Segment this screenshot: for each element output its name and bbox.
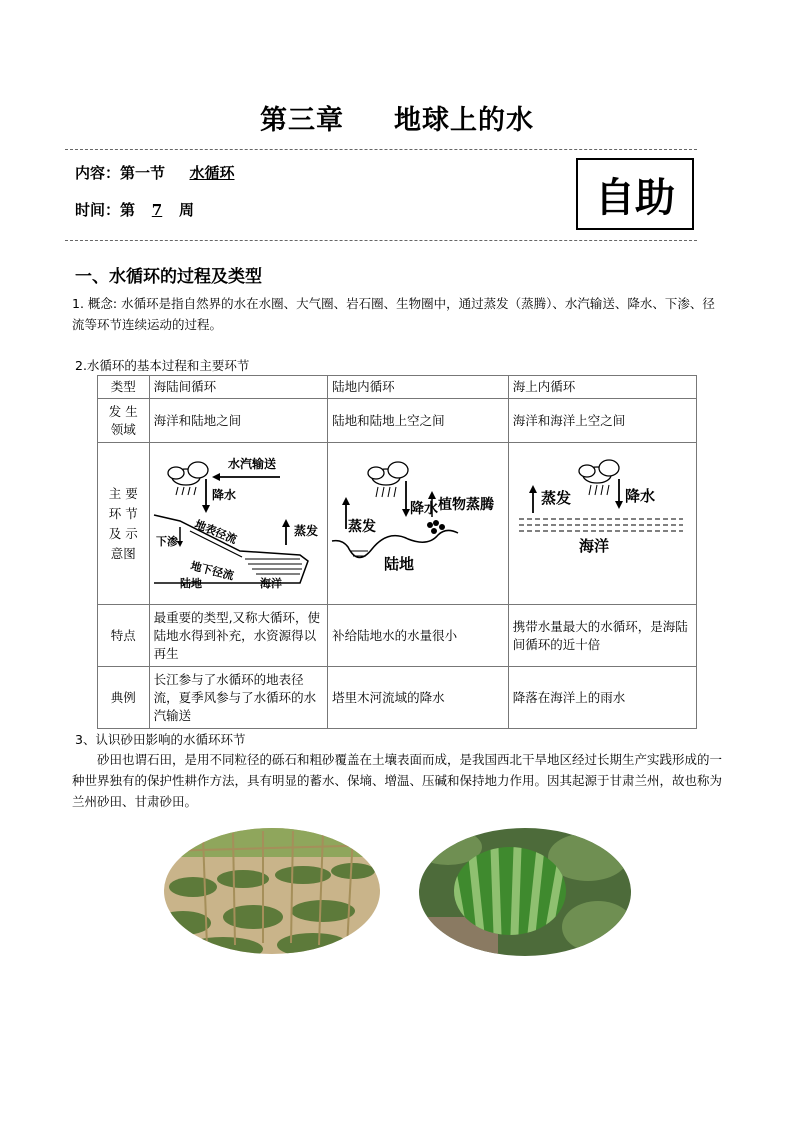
time-value: 7: [151, 201, 163, 219]
precip-arrowhead: [202, 505, 210, 513]
cell-diagram-1: [149, 443, 328, 605]
label-land: 陆地: [384, 555, 415, 573]
header-type: 类型: [98, 376, 150, 399]
table-header-row: [98, 376, 697, 399]
precip-arrowhead: [402, 509, 410, 517]
land-cycle-diagram: [328, 443, 506, 599]
label-precip: 降水: [211, 488, 236, 502]
cell-example-1: 长江参与了水循环的地表径流，夏季风参与了水循环的水汽输送: [149, 667, 328, 729]
row-area: [98, 399, 697, 443]
page-title: [0, 98, 794, 137]
evap-arrowhead: [529, 485, 537, 493]
sea-cycle-diagram: [509, 443, 693, 599]
transport-arrowhead: [212, 473, 220, 481]
sea-lines: [245, 559, 302, 574]
label-sea: 海洋: [259, 577, 282, 590]
cell-feature-2: 补给陆地水的水量很小: [328, 605, 509, 667]
content-label: 内容：第一节: [75, 164, 166, 182]
label-diagram: 主 要 环 节 及 示 意图: [98, 443, 150, 605]
label-evap: 蒸发: [540, 489, 571, 507]
rain-icon: [376, 487, 396, 497]
time-unit: 周: [179, 201, 195, 219]
row-diagram: [98, 443, 697, 605]
rain-icon: [589, 485, 609, 495]
evap-arrowhead: [342, 497, 350, 505]
time-label: 时间：第: [75, 201, 136, 219]
evap-arrowhead: [282, 519, 290, 527]
self-study-badge: 自助: [576, 158, 694, 230]
chapter-label: 第三章: [260, 105, 344, 136]
label-land: 陆地: [179, 577, 202, 590]
label-transp: 植物蒸腾: [438, 497, 495, 513]
cell-area-1: 海洋和陆地之间: [149, 399, 328, 443]
header-land: 陆地内循环: [328, 376, 509, 399]
label-precip: 降水: [624, 487, 655, 505]
table-caption: 2.水循环的基本过程和主要环节: [75, 358, 250, 373]
time-line: [75, 199, 194, 220]
header-sea-land: 海陆间循环: [149, 376, 328, 399]
divider-bottom: [65, 240, 697, 241]
sand-field-photo: [163, 827, 381, 955]
chapter-name: 地球上的水: [394, 105, 534, 136]
cell-area-3: 海洋和海洋上空之间: [508, 399, 696, 443]
sea-lines: [519, 519, 683, 531]
label-precip: 降水: [410, 501, 439, 517]
cell-feature-3: 携带水量最大的水循环，是海陆间循环的近十倍: [508, 605, 696, 667]
rain-icon: [176, 487, 196, 495]
cell-example-3: 降落在海洋上的雨水: [508, 667, 696, 729]
label-evap: 蒸发: [348, 519, 377, 535]
label-area: 发 生 领域: [98, 399, 150, 443]
content-value: 水循环: [189, 164, 235, 182]
transp-arrowhead: [428, 491, 436, 499]
cloud-icon: [368, 462, 408, 485]
label-feature: 特点: [98, 605, 150, 667]
label-example: 典例: [98, 667, 150, 729]
cloud-icon: [579, 460, 619, 483]
cell-area-2: 陆地和陆地上空之间: [328, 399, 509, 443]
section3-heading: 3、认识砂田影响的水循环环节: [75, 732, 246, 747]
row-example: [98, 667, 697, 729]
concept-paragraph: 1. 概念: 水循环是指自然界的水在水圈、大气圈、岩石圈、生物圈中，通过蒸发（蒸腾）、水汽输送、降水、下渗、径流等环节连续运动的过程。: [72, 296, 715, 332]
header-sea: 海上内循环: [508, 376, 696, 399]
section3-body: 砂田也谓石田，是用不同粒径的砾石和粗砂覆盖在土壤表面而成，是我国西北干旱地区经过长期生产实践形成的一种世界独有的保护性耕作方法，具有明显的蓄水、保墒、增温、压碱和保持地力作用。因其起源于甘肃兰州，故也称为兰州砂田、甘肃砂田。: [72, 752, 723, 809]
label-ground: 地下径流: [188, 559, 235, 583]
section-heading: 一、水循环的过程及类型: [75, 267, 262, 287]
cell-diagram-3: [508, 443, 696, 605]
label-infil: 下渗: [155, 535, 178, 548]
label-surface: 地表径流: [192, 517, 239, 547]
label-transport: 水汽输送: [227, 457, 276, 471]
cloud-icon: [168, 462, 208, 485]
content-line: [75, 162, 235, 183]
watermelon-photo: [418, 827, 632, 957]
precip-arrowhead: [615, 501, 623, 509]
cell-example-2: 塔里木河流域的降水: [328, 667, 509, 729]
water-cycle-table: [97, 375, 697, 729]
sea-land-cycle-diagram: [150, 443, 326, 599]
divider-top: [65, 149, 697, 150]
row-feature: [98, 605, 697, 667]
cell-diagram-2: [328, 443, 509, 605]
label-evap: 蒸发: [293, 524, 318, 538]
label-sea: 海洋: [578, 537, 609, 555]
cell-feature-1: 最重要的类型,又称大循环，使陆地水得到补充，水资源得以再生: [149, 605, 328, 667]
